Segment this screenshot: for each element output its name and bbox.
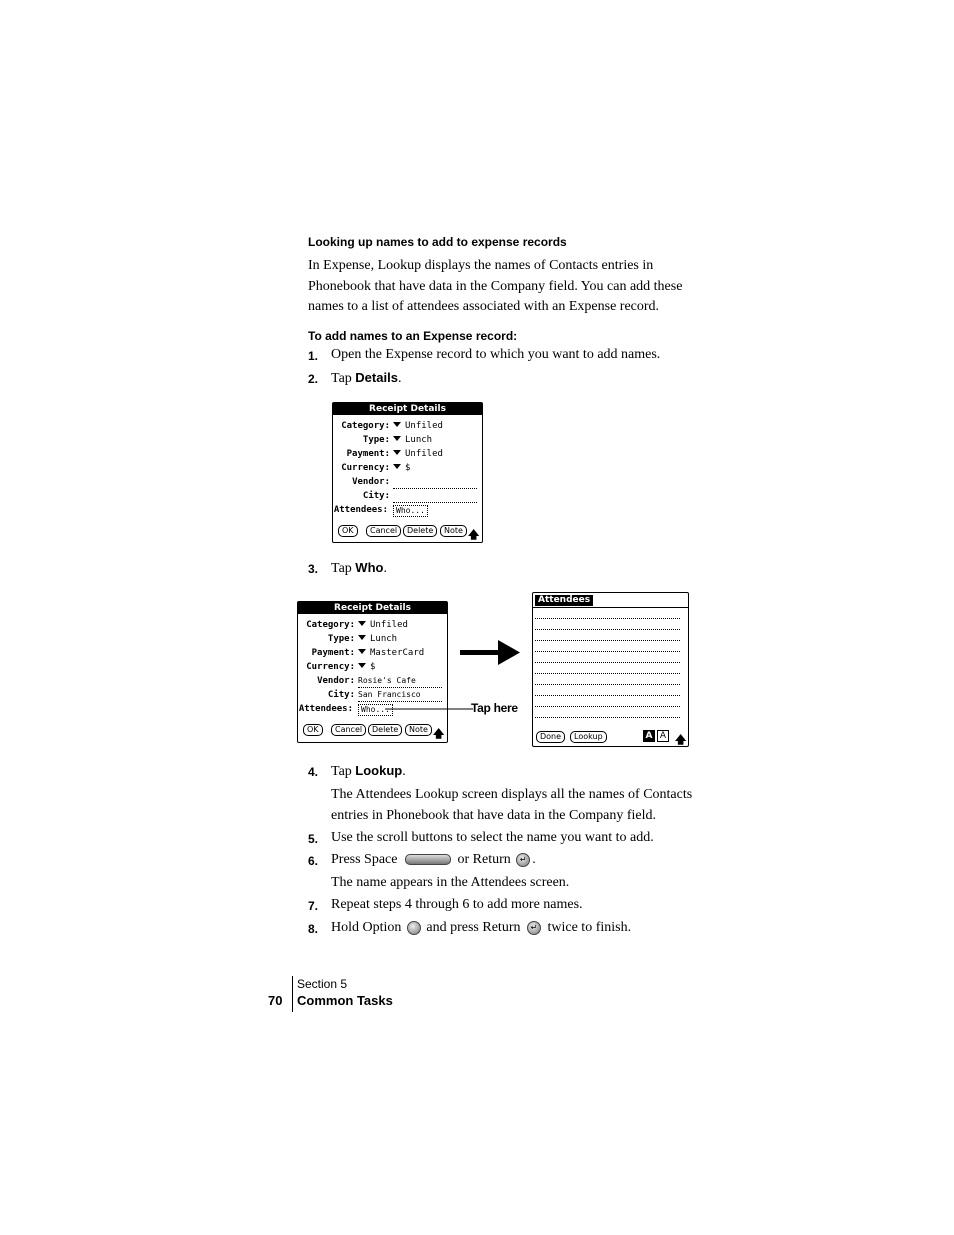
field-label: Category: — [306, 620, 355, 630]
field-label: Attendees: — [298, 704, 353, 714]
step-4-text: Tap Lookup. — [331, 763, 406, 779]
attendees-screen — [532, 592, 689, 747]
screen-title: Receipt Details — [333, 403, 482, 415]
caps-mode-key[interactable]: A — [643, 730, 655, 742]
step-5-text: Use the scroll buttons to select the name you want to add. — [331, 830, 654, 845]
field-label: Attendees: — [333, 505, 388, 515]
attendee-line[interactable] — [535, 640, 680, 641]
attendee-line[interactable] — [535, 706, 680, 707]
category-picker[interactable]: Unfiled — [358, 619, 408, 631]
category-picker[interactable]: Unfiled — [393, 420, 443, 432]
field-label: Currency: — [341, 463, 390, 473]
right-arrow-icon — [458, 638, 522, 668]
intro-paragraph: In Expense, Lookup displays the names of Contacts entries in Phonebook that have data in the Company field. You can add these names to a list of attendees associated with an Expense record. — [308, 258, 683, 314]
return-key-icon: ↵ — [527, 921, 541, 935]
return-key-icon: ↵ — [516, 853, 530, 867]
dropdown-arrow-icon — [393, 450, 401, 455]
attendee-line[interactable] — [535, 651, 680, 652]
attendee-line[interactable] — [535, 717, 680, 718]
dropdown-arrow-icon — [358, 621, 366, 626]
field-label: Currency: — [306, 662, 355, 672]
field-label: Category: — [341, 421, 390, 431]
cancel-button[interactable]: Cancel — [331, 724, 366, 736]
field-label: Payment: — [311, 648, 355, 658]
ok-button[interactable]: OK — [303, 724, 323, 736]
vendor-field-line — [358, 687, 442, 688]
field-label: Vendor: — [317, 676, 355, 686]
step-6-number: 6. — [308, 854, 319, 868]
step-6-text: Press Space or Return ↵ . — [331, 852, 536, 867]
step-5-number: 5. — [308, 832, 319, 846]
dropdown-arrow-icon — [393, 422, 401, 427]
step-1-number: 1. — [308, 349, 319, 363]
attendee-line[interactable] — [535, 673, 680, 674]
attendee-line[interactable] — [535, 662, 680, 663]
step-3-number: 3. — [308, 562, 319, 576]
step-6-note: The name appears in the Attendees screen. — [331, 875, 570, 890]
page-number: 70 — [268, 993, 283, 1008]
cancel-button[interactable]: Cancel — [366, 525, 401, 537]
screen-title: Attendees — [535, 595, 593, 606]
footer-divider — [292, 976, 293, 1012]
field-label: Type: — [327, 634, 355, 644]
step-2-number: 2. — [308, 372, 319, 386]
city-value[interactable]: San Francisco — [358, 690, 421, 699]
title-underline — [533, 607, 688, 608]
delete-button[interactable]: Delete — [368, 724, 402, 736]
field-label: Payment: — [346, 449, 390, 459]
done-button[interactable]: Done — [536, 731, 565, 743]
delete-button[interactable]: Delete — [403, 525, 437, 537]
note-button[interactable]: Note — [405, 724, 432, 736]
step-3-text: Tap Who. — [331, 560, 387, 576]
space-key-icon — [405, 854, 451, 865]
lookup-button[interactable]: Lookup — [570, 731, 607, 743]
callout-line — [385, 700, 475, 716]
city-field[interactable] — [393, 502, 477, 503]
dropdown-arrow-icon — [393, 436, 401, 441]
step-7-text: Repeat steps 4 through 6 to add more names. — [331, 897, 583, 912]
currency-picker[interactable]: $ — [358, 661, 375, 673]
type-picker[interactable]: Lunch — [358, 633, 397, 645]
payment-picker[interactable]: MasterCard — [358, 647, 424, 659]
payment-picker[interactable]: Unfiled — [393, 448, 443, 460]
field-label: City: — [327, 690, 355, 700]
vendor-field[interactable] — [393, 488, 477, 489]
field-label: Vendor: — [352, 477, 390, 487]
attendee-line[interactable] — [535, 618, 680, 619]
step-1-text: Open the Expense record to which you want to add names. — [331, 347, 661, 362]
type-picker[interactable]: Lunch — [393, 434, 432, 446]
attendee-line[interactable] — [535, 684, 680, 685]
attendee-line[interactable] — [535, 695, 680, 696]
step-8-number: 8. — [308, 922, 319, 936]
step-2-text: Tap Details. — [331, 370, 402, 386]
dropdown-arrow-icon — [358, 635, 366, 640]
screen-title: Receipt Details — [298, 602, 447, 614]
note-button[interactable]: Note — [440, 525, 467, 537]
step-7-number: 7. — [308, 899, 319, 913]
up-arrow-icon: 🡅 — [468, 528, 480, 541]
section-label: Section 5 — [297, 977, 348, 991]
up-arrow-icon: 🡅 — [433, 727, 445, 740]
attendee-line[interactable] — [535, 629, 680, 630]
step-4-number: 4. — [308, 765, 319, 779]
who-button[interactable]: Who... — [393, 505, 428, 517]
who-button[interactable]: Who... — [358, 704, 393, 716]
receipt-details-filled-screen — [297, 601, 448, 743]
step-8-text: Hold Option and press Return ↵ twice to finish. — [331, 920, 632, 935]
vendor-value[interactable]: Rosie's Cafe — [358, 676, 416, 685]
dropdown-arrow-icon — [393, 464, 401, 469]
field-label: Type: — [362, 435, 390, 445]
receipt-details-screen — [332, 402, 483, 543]
step-4-note: The Attendees Lookup screen displays all the names of Contacts entries in Phonebook that have data in the Company field. — [331, 787, 693, 823]
alpha-mode-key[interactable]: A — [657, 730, 669, 742]
option-key-icon — [407, 921, 421, 935]
field-label: City: — [362, 491, 390, 501]
dropdown-arrow-icon — [358, 649, 366, 654]
dropdown-arrow-icon — [358, 663, 366, 668]
tap-here-callout: Tap here — [471, 701, 518, 715]
procedure-heading: To add names to an Expense record: — [308, 329, 518, 343]
up-arrow-icon: 🡅 — [675, 733, 687, 746]
chapter-title: Common Tasks — [297, 993, 393, 1008]
currency-picker[interactable]: $ — [393, 462, 410, 474]
ok-button[interactable]: OK — [338, 525, 358, 537]
section-heading: Looking up names to add to expense records — [308, 235, 567, 249]
